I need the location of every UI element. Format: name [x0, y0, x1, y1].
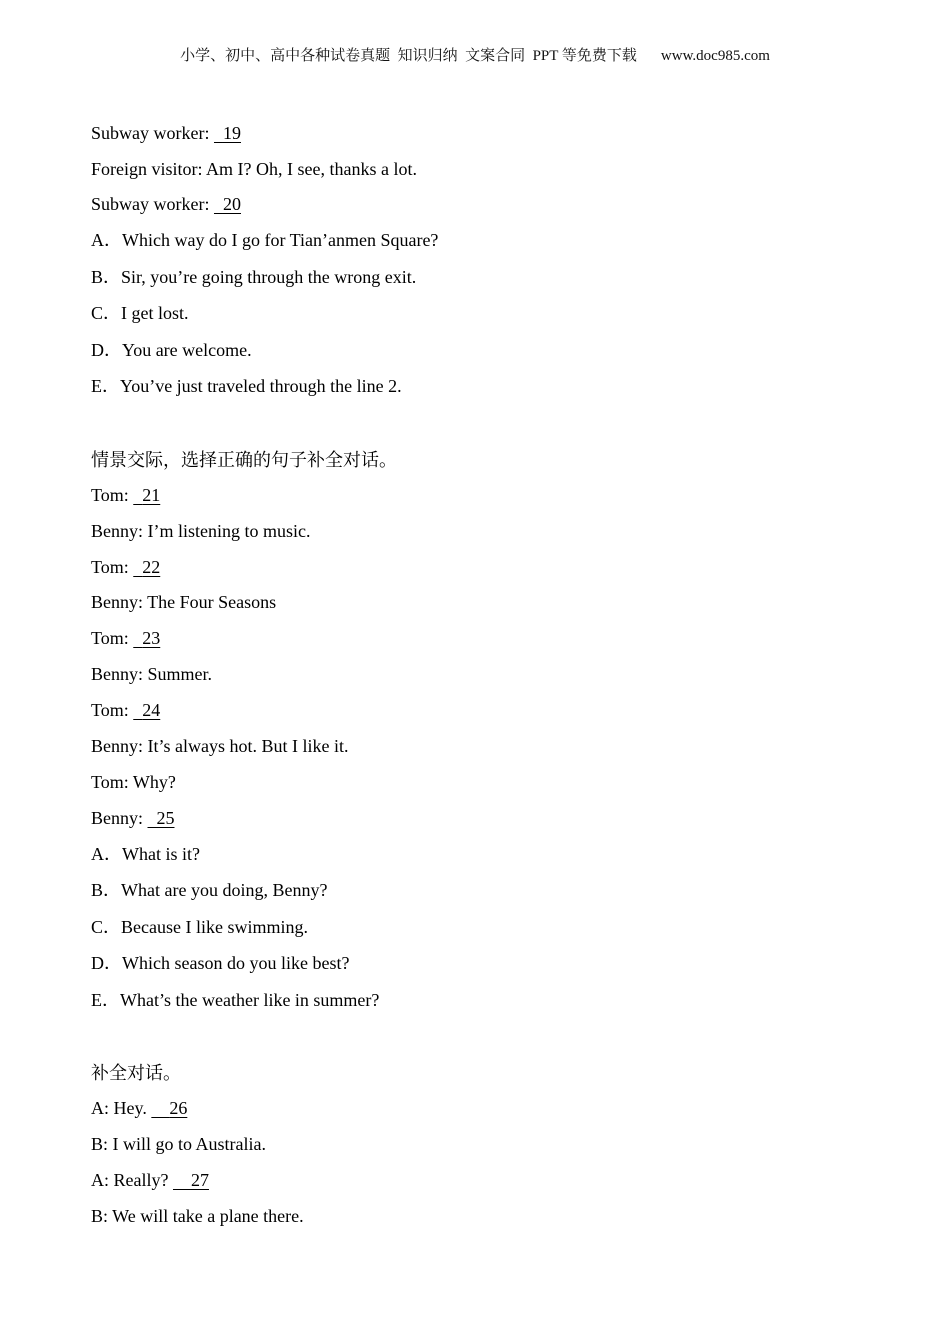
dialogue-line: Tom: Why? [91, 772, 176, 792]
dialogue-line: Benny: Summer. [91, 664, 212, 684]
dialogue-line: Benny: It’s always hot. But I like it. [91, 736, 349, 756]
dialogue-line: Benny: The Four Seasons [91, 592, 277, 612]
speaker: Subway worker: [91, 123, 214, 143]
dialogue-line [91, 122, 241, 144]
option-d: D．Which season do you like best? [91, 953, 350, 973]
header-text: 小学、初中、高中各种试卷真题 知识归纳 文案合同 PPT 等免费下载 [180, 48, 637, 64]
option-c: C．I get lost. [91, 303, 189, 323]
dialogue-line: Benny: 25 [91, 808, 175, 828]
speaker: Subway worker: [91, 194, 214, 214]
option-d: D．You are welcome. [91, 340, 252, 360]
answer-blank-21: 21 [142, 485, 161, 505]
answer-blank-24: 24 [142, 700, 161, 720]
section-instruction: 情景交际，选择正确的句子补全对话。 [91, 450, 397, 470]
option-e: E．You’ve just traveled through the line 2. [91, 376, 402, 396]
answer-blank-23: 23 [142, 628, 161, 648]
dialogue-line: B: I will go to Australia. [91, 1134, 266, 1154]
option-b: B．What are you doing, Benny? [91, 880, 328, 900]
answer-blank-20: 20 [222, 194, 241, 214]
dialogue-line: A: Really? 27 [91, 1170, 209, 1190]
section-instruction: 补全对话。 [91, 1063, 181, 1083]
answer-blank-27: 27 [190, 1170, 209, 1190]
dialogue-line: Tom: 23 [91, 628, 161, 648]
dialogue-line: Tom: 22 [91, 557, 161, 577]
page-header [0, 44, 950, 65]
option-a: A．What is it? [91, 844, 200, 864]
dialogue-line: B: We will take a plane there. [91, 1206, 304, 1226]
dialogue-line: Benny: I’m listening to music. [91, 521, 311, 541]
answer-blank-19: 19 [222, 123, 241, 143]
answer-blank-26: 26 [169, 1098, 188, 1118]
answer-blank-25: 25 [156, 808, 175, 828]
dialogue-line: Tom: 21 [91, 485, 161, 505]
option-a: A．Which way do I go for Tian’anmen Square? [91, 230, 439, 250]
header-url[interactable]: www.doc985.com [660, 48, 770, 64]
dialogue-line [91, 193, 241, 215]
option-e: E．What’s the weather like in summer? [91, 990, 380, 1010]
dialogue-line: Foreign visitor: Am I? Oh, I see, thanks a lot. [91, 159, 417, 179]
dialogue-line: Tom: 24 [91, 700, 161, 720]
dialogue-line: A: Hey. 26 [91, 1098, 188, 1118]
option-c: C．Because I like swimming. [91, 917, 308, 937]
option-b: B．Sir, you’re going through the wrong exit. [91, 267, 417, 287]
answer-blank-22: 22 [142, 557, 161, 577]
